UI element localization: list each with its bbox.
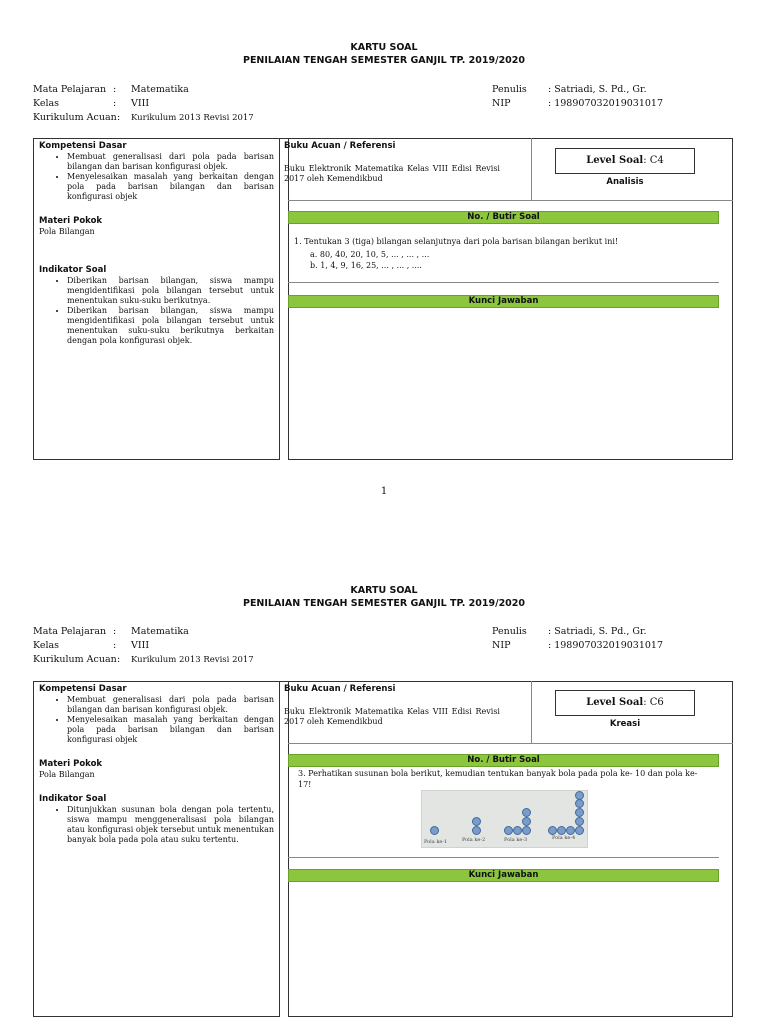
ball — [548, 826, 557, 835]
ref-top-line — [280, 138, 532, 139]
kd-title: Kompetensi Dasar — [39, 141, 127, 151]
kurikulum-value: Kurikulum 2013 Revisi 2017 — [131, 113, 254, 123]
indikator-list — [39, 805, 274, 845]
pattern-label: Pola ke-2 — [462, 837, 486, 843]
kd-list — [39, 152, 274, 202]
pattern-label: Pola ke-4 — [552, 835, 576, 841]
butir-soal-header: No. / Butir Soal — [288, 754, 719, 767]
pattern-label: Pola ke-1 — [424, 839, 448, 845]
buku-title: Buku Acuan / Referensi — [284, 141, 396, 151]
ref-divider — [531, 681, 532, 743]
kelas-value: VIII — [131, 640, 150, 651]
materi-value: Pola Bilangan — [39, 227, 95, 236]
kelas-label: Kelas — [33, 640, 60, 651]
ball — [504, 826, 513, 835]
kelas-label: Kelas — [33, 98, 60, 109]
mapel-value: Matematika — [131, 84, 189, 95]
ball-pattern-image — [421, 790, 588, 848]
kurikulum-label: Kurikulum Acuan — [33, 654, 117, 665]
ball — [566, 826, 575, 835]
ball — [522, 826, 531, 835]
kd-list — [39, 695, 274, 745]
card2-left-panel — [33, 681, 280, 1017]
kurikulum-value: Kurikulum 2013 Revisi 2017 — [131, 655, 254, 665]
nip-value: : 198907032019031017 — [548, 98, 664, 109]
kd-item: • Membuat generalisasi dari pola pada barisan bilangan dan barisan konfigurasi objek. — [67, 152, 274, 172]
indikator-list — [39, 276, 274, 346]
ball — [575, 791, 584, 800]
ref-bottom-line — [288, 743, 733, 744]
question-text: 1. Tentukan 3 (tiga) bilangan selanjutnya dari pola barisan bilangan berikut ini! — [294, 237, 619, 246]
mapel-label: Mata Pelajaran — [33, 84, 107, 95]
butir-soal-header: No. / Butir Soal — [288, 211, 719, 224]
nip-value: : 198907032019031017 — [548, 640, 664, 651]
kd-item: • Membuat generalisasi dari pola pada barisan bilangan dan barisan konfigurasi objek. — [67, 695, 274, 715]
buku-value: Buku Elektronik Matematika Kelas VIII Edisi Revisi 2017 oleh Kemendikbud — [284, 707, 500, 726]
level-desc: Analisis — [606, 177, 644, 187]
kurikulum-label: Kurikulum Acuan — [33, 112, 117, 123]
level-box — [555, 690, 695, 716]
indikator-title: Indikator Soal — [39, 265, 107, 275]
kd-item: • Menyelesaikan masalah yang berkaitan dengan pola pada barisan bilangan dan barisan konfigurasi objek — [67, 172, 274, 202]
indikator-title: Indikator Soal — [39, 794, 107, 804]
question-divider — [288, 282, 719, 283]
level-value: : C4 — [643, 155, 664, 166]
card1-meta-right — [492, 83, 663, 111]
penulis-label: Penulis — [492, 626, 527, 637]
indikator-item: • Ditunjukkan susunan bola dengan pola tertentu, siswa mampu menggeneralisasi pola bilangan atau konfigurasi objek tersebut untuk menentukan banyak bola pada pola atau suku tertentu. — [67, 805, 274, 845]
ball — [557, 826, 566, 835]
materi-value: Pola Bilangan — [39, 770, 95, 779]
card2-subtitle: PENILAIAN TENGAH SEMESTER GANJIL TP. 2019/2020 — [242, 598, 526, 609]
ball — [522, 808, 531, 817]
question-divider — [288, 857, 719, 858]
penulis-value: : Satriadi, S. Pd., Gr. — [548, 626, 647, 637]
indikator-item: • Diberikan barisan bilangan, siswa mampu mengidentifikasi pola bilangan tersebut untuk menentukan suku-suku berikutnya berkaitan dengan pola konfigurasi objek. — [67, 306, 274, 346]
ball — [522, 817, 531, 826]
kunci-jawaban-header: Kunci Jawaban — [288, 295, 719, 308]
card2-meta-right — [492, 625, 663, 653]
nip-label: NIP — [492, 98, 511, 109]
materi-title: Materi Pokok — [39, 759, 103, 769]
ball — [575, 808, 584, 817]
pattern-label: Pola ke-3 — [504, 837, 528, 843]
kunci-jawaban-header: Kunci Jawaban — [288, 869, 719, 882]
ball — [472, 817, 481, 826]
card1-left-panel — [33, 138, 280, 460]
materi-title: Materi Pokok — [39, 216, 103, 226]
penulis-value: : Satriadi, S. Pd., Gr. — [548, 84, 647, 95]
buku-value: Buku Elektronik Matematika Kelas VIII Edisi Revisi 2017 oleh Kemendikbud — [284, 164, 500, 183]
question-part-b: b. 1, 4, 9, 16, 25, ... , ... , .... — [310, 261, 422, 270]
ball — [472, 826, 481, 835]
penulis-label: Penulis — [492, 84, 527, 95]
ref-top-line — [280, 681, 532, 682]
mapel-label: Mata Pelajaran — [33, 626, 107, 637]
ball — [430, 826, 439, 835]
ball — [575, 826, 584, 835]
ref-bottom-line — [288, 200, 733, 201]
level-label: Level Soal — [586, 697, 644, 708]
level-desc: Kreasi — [609, 719, 641, 729]
buku-title: Buku Acuan / Referensi — [284, 684, 396, 694]
question-text: 3. Perhatikan susunan bola berikut, kemudian tentukan banyak bola pada pola ke- 10 dan pola ke- 17! — [298, 769, 698, 789]
indikator-item: • Diberikan barisan bilangan, siswa mampu mengidentifikasi pola bilangan tersebut untuk menentukan suku-suku berikutnya. — [67, 276, 274, 306]
mapel-value: Matematika — [131, 626, 189, 637]
kd-item: • Menyelesaikan masalah yang berkaitan dengan pola pada barisan bilangan dan barisan konfigurasi objek — [67, 715, 274, 745]
level-value: : C6 — [643, 697, 664, 708]
card2-right-panel — [288, 681, 733, 1017]
card2-title: KARTU SOAL — [350, 585, 418, 596]
ball — [575, 799, 584, 808]
level-label: Level Soal — [586, 155, 644, 166]
ball — [575, 817, 584, 826]
kelas-value: VIII — [131, 98, 150, 109]
kd-title: Kompetensi Dasar — [39, 684, 127, 694]
card1-meta-left: Mata Pelajaran : Matematika Kelas : VIII Kurikulum Acuan: Kurikulum 2013 Revisi 2017 — [33, 84, 254, 123]
question-part-a: a. 80, 40, 20, 10, 5, ... , ... , ... — [310, 250, 430, 259]
card2-meta-left: Mata Pelajaran : Matematika Kelas : VIII Kurikulum Acuan: Kurikulum 2013 Revisi 2017 — [33, 626, 254, 665]
ref-divider — [531, 138, 532, 200]
page-number: 1 — [380, 486, 388, 497]
card1-title: KARTU SOAL — [350, 42, 418, 53]
ball — [513, 826, 522, 835]
level-box — [555, 148, 695, 174]
card1-subtitle: PENILAIAN TENGAH SEMESTER GANJIL TP. 2019/2020 — [242, 55, 526, 66]
nip-label: NIP — [492, 640, 511, 651]
